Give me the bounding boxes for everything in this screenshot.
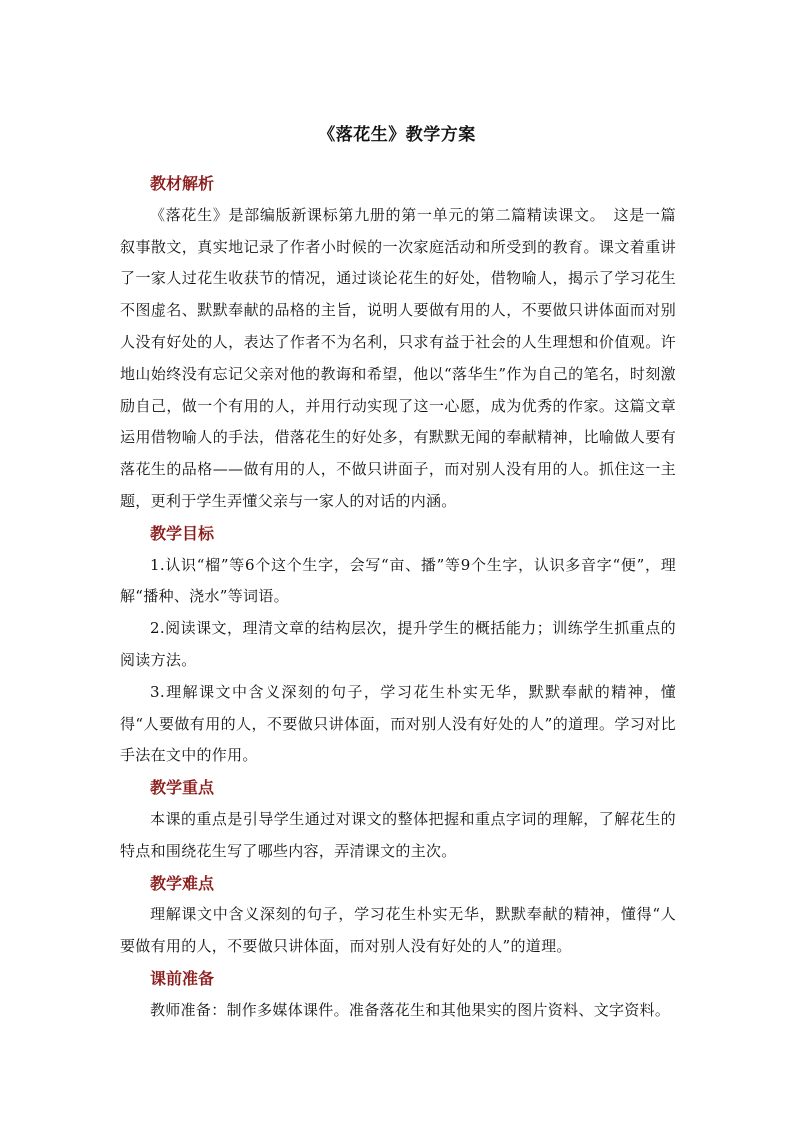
goal-item-1: 1.认识“榴”等6个这个生字，会写“亩、播”等9个生字，认识多音字“便”，理解“播种、浇水”等词语。 bbox=[120, 555, 676, 606]
section-heading-analysis: 教材解析 bbox=[150, 174, 215, 193]
document-body bbox=[120, 168, 676, 1027]
analysis-paragraph: 《落花生》是部编版新课标第九册的第一单元的第二篇精读课文。 这是一篇叙事散文，真实地记录了作者小时候的一次家庭活动和所受到的教育。课文着重讲了一家人过花生收获节的情况，通过谈论花生的好处，借物喻人，揭示了学习花生不图虚名、默默奉献的品格的主旨，说明人要做有用的人，不要做只讲体面而对别人没有好处的人，表达了作者不为名利，只求有益于社会的人生理想和价值观。许地山始终没有忘记父亲对他的教诲和希望，他以“落华生”作为自己的笔名，时刻激励自己，做一个有用的人，并用行动实现了这一心愿，成为优秀的作家。这篇文章运用借物喻人的手法，借落花生的好处多，有默默无闻的奉献精神，比喻做人要有落花生的品格——做有用的人，不做只讲面子，而对别人没有用的人。抓住这一主题，更利于学生弄懂父亲与一家人的对话的内涵。 bbox=[120, 205, 676, 510]
goal-item-3: 3.理解课文中含义深刻的句子，学习花生朴实无华，默默奉献的精神，懂得“人要做有用的人，不要做只讲体面，而对别人没有好处的人”的道理。学习对比手法在文中的作用。 bbox=[120, 682, 676, 765]
section-heading-difficulties: 教学难点 bbox=[150, 873, 215, 893]
preparation-paragraph: 教师准备：制作多媒体课件。准备落花生和其他果实的图片资料、文字资料。 bbox=[150, 1000, 671, 1019]
section-heading-preparation: 课前准备 bbox=[150, 968, 215, 988]
section-heading-key-points: 教学重点 bbox=[150, 778, 215, 798]
difficulties-paragraph: 理解课文中含义深刻的句子，学习花生朴实无华，默默奉献的精神，懂得“人要做有用的人，不要做只讲体面，而对别人没有好处的人”的道理。 bbox=[120, 905, 676, 956]
section-heading-goals: 教学目标 bbox=[150, 523, 215, 543]
goal-item-2: 2.阅读课文，理清文章的结构层次，提升学生的概括能力；训练学生抓重点的阅读方法。 bbox=[120, 619, 676, 669]
key-points-paragraph: 本课的重点是引导学生通过对课文的整体把握和重点字词的理解，了解花生的特点和围绕花生写了哪些内容，弄清课文的主次。 bbox=[120, 809, 676, 860]
document-title: 《落花生》教学方案 bbox=[318, 125, 476, 145]
